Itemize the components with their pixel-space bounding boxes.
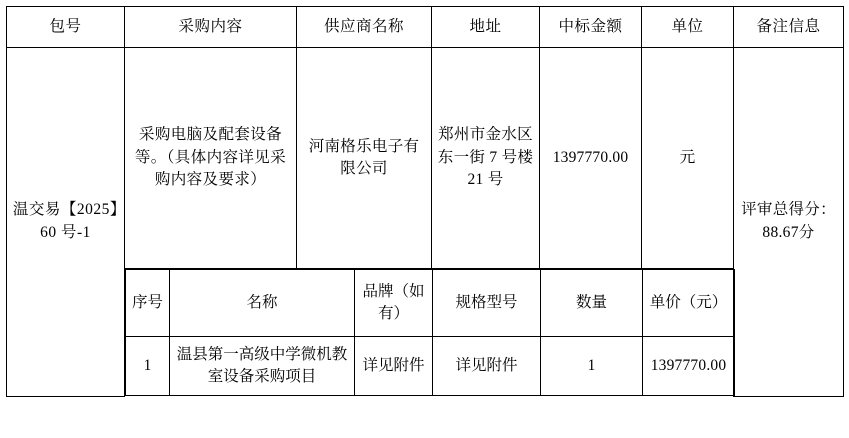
detail-header-brand: 品牌（如有） — [355, 270, 433, 337]
detail-container-row — [7, 269, 844, 397]
detail-cell-quantity: 1 — [541, 337, 643, 396]
detail-table-wrapper — [125, 269, 734, 397]
table-header-row — [7, 7, 844, 48]
detail-cell-brand: 详见附件 — [355, 337, 433, 396]
bid-result-table — [6, 6, 844, 397]
header-unit: 单位 — [642, 7, 734, 48]
header-supplier: 供应商名称 — [297, 7, 432, 48]
header-content: 采购内容 — [125, 7, 297, 48]
detail-cell-unit-price: 1397770.00 — [643, 337, 735, 396]
header-remark: 备注信息 — [734, 7, 844, 48]
detail-row — [126, 337, 735, 396]
cell-package-no: 温交易【2025】60 号-1 — [7, 48, 125, 397]
cell-address: 郑州市金水区东一街 7 号楼 21 号 — [432, 48, 540, 269]
detail-cell-index: 1 — [126, 337, 170, 396]
header-amount: 中标金额 — [540, 7, 642, 48]
detail-table — [125, 269, 735, 396]
cell-supplier: 河南格乐电子有限公司 — [297, 48, 432, 269]
detail-header-unit-price: 单价（元） — [643, 270, 735, 337]
detail-header-quantity: 数量 — [541, 270, 643, 337]
header-address: 地址 — [432, 7, 540, 48]
detail-header-index: 序号 — [126, 270, 170, 337]
cell-remark: 评审总得分：88.67分 — [734, 48, 844, 397]
detail-header-name: 名称 — [170, 270, 355, 337]
cell-content: 采购电脑及配套设备等。（具体内容详见采购内容及要求） — [125, 48, 297, 269]
header-package-no: 包号 — [7, 7, 125, 48]
detail-header-row — [126, 270, 735, 337]
detail-header-model: 规格型号 — [433, 270, 541, 337]
cell-amount: 1397770.00 — [540, 48, 642, 269]
detail-cell-name: 温县第一高级中学微机教室设备采购项目 — [170, 337, 355, 396]
detail-cell-model: 详见附件 — [433, 337, 541, 396]
table-row — [7, 48, 844, 269]
cell-unit: 元 — [642, 48, 734, 269]
